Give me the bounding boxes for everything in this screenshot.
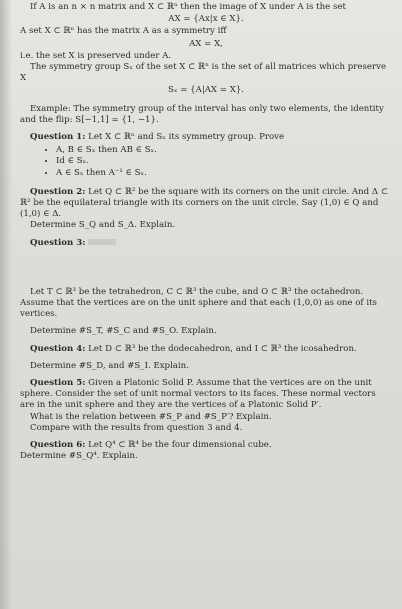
- question-3-text: Let T ⊂ ℝ³ be the tetrahedron, C ⊂ ℝ³ the cube, and O ⊂ ℝ³ the octahedron. Assume that the vertices are on the unit sphere and that each (1,0,0) as one of its vertices.: [20, 286, 377, 320]
- question-1-text: Let X ⊂ ℝⁿ and Sₓ its symmetry group. Prove: [88, 132, 285, 143]
- question-1-list: [56, 145, 392, 179]
- intro-line-2: A set X ⊂ ℝⁿ has the matrix A as a symmetry iff: [20, 26, 227, 37]
- question-6-task: Determine #S_Q⁴. Explain.: [20, 451, 138, 462]
- question-4-task: Determine #S_D, and #S_I. Explain.: [30, 360, 189, 371]
- question-2: [20, 187, 392, 221]
- symmetry-equation: AX = X,: [189, 38, 223, 49]
- question-2-text: Let Q ⊂ ℝ² be the square with its corners on the unit circle. And Δ ⊂ ℝ² be the equilateral triangle with its corners on the unit circle. Say (1,0) ∈ Q and (1,0) ∈ Δ.: [20, 186, 389, 220]
- question-3-heading-line: [30, 238, 392, 249]
- question-6-text: Let Q⁴ ⊂ ℝ⁴ be the four dimensional cube.: [88, 440, 272, 451]
- question-1-heading: Question 1:: [30, 132, 86, 143]
- question-1: [30, 132, 392, 143]
- intro-line-4: The symmetry group Sₓ of the set X ⊂ ℝⁿ is the set of all matrices which preserve X: [20, 62, 387, 84]
- symmetry-group-equation: Sₓ = {A|AX = X}.: [167, 85, 245, 96]
- question-4: [20, 344, 392, 355]
- question-4-heading: Question 4:: [30, 343, 86, 354]
- ink-smudge: [88, 239, 116, 245]
- question-3-heading: Question 3:: [30, 237, 86, 248]
- example-text: Example: The symmetry group of the interval has only two elements, the identity and the flip: S[−1,1] = {1, −1}.: [20, 103, 384, 125]
- question-2-task: Determine S_Q and S_Δ. Explain.: [30, 220, 176, 231]
- question-1-item: • Id ∈ Sₓ.: [56, 156, 392, 167]
- intro-line-1: If A is an n × n matrix and X ⊂ ℝⁿ then the image of X under A is the set: [30, 2, 346, 12]
- question-1-item: • A, B ∈ Sₓ then AB ∈ Sₓ.: [56, 145, 392, 156]
- question-5-heading: Question 5:: [30, 378, 86, 389]
- question-4-text: Let D ⊂ ℝ³ be the dodecahedron, and I ⊂ ℝ³ the icosahedron.: [88, 343, 357, 354]
- question-5-task-1: What is the relation between #S_P and #S_P′? Explain.: [30, 411, 272, 422]
- question-3-task: Determine #S_T, #S_C and #S_O. Explain.: [30, 326, 217, 337]
- intro-line-3: i.e. the set X is preserved under A.: [20, 50, 172, 61]
- question-5-task-2: Compare with the results from question 3 and 4.: [30, 422, 243, 433]
- question-5: [20, 378, 392, 412]
- page-shadow: [0, 0, 12, 609]
- question-6-heading: Question 6:: [30, 440, 86, 451]
- question-6: [20, 440, 392, 451]
- question-1-item: • A ∈ Sₓ then A⁻¹ ∈ Sₓ.: [56, 168, 392, 179]
- question-5-text: Given a Platonic Solid P. Assume that the vertices are on the unit sphere. Consider the set of unit normal vectors to its faces. These normal vectors are in the unit sphere and they are the vertices of a Platonic Solid P′.: [20, 378, 376, 411]
- question-2-heading: Question 2:: [30, 186, 86, 197]
- image-equation: AX = {Ax|x ∈ X}.: [168, 14, 244, 25]
